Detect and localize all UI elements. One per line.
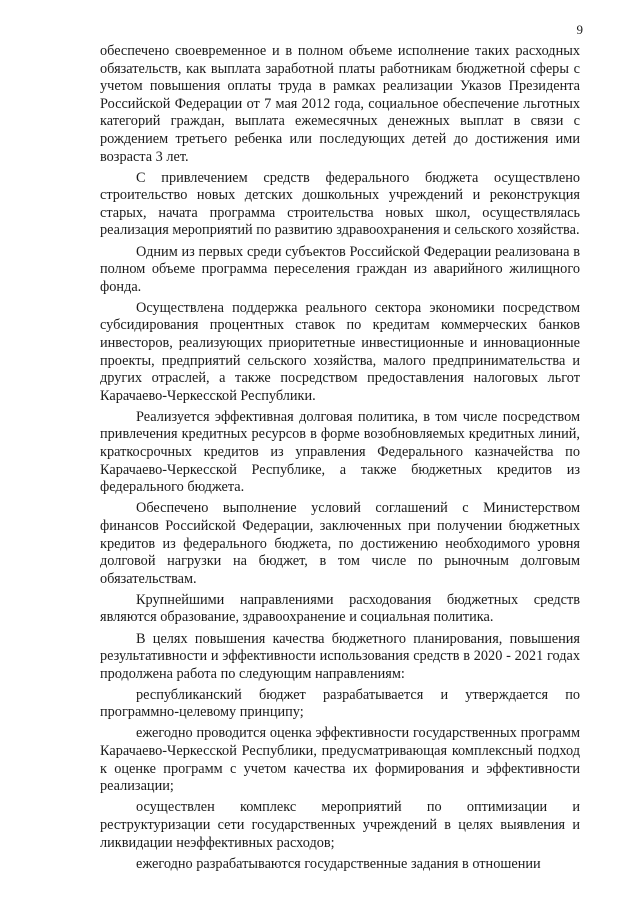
- paragraph-federal-funds-construction: С привлечением средств федерального бюджета осуществлено строительство новых детских дошкольных учреждений и реконструкция старых, начата программа строительства новых школ, осуществлялась реализация мероприятий по развитию здравоохранения и сельского хозяйства.: [100, 169, 580, 239]
- paragraph-spending-obligations: обеспечено своевременное и в полном объеме исполнение таких расходных обязательств, как выплата заработной платы работникам бюджетной сферы с учетом повышения оплаты труда в рамках реализации Указов Президента Российской Федерации от 7 мая 2012 года, социальное обеспечение льготных категорий граждан, выплата ежемесячных денежных выплат в связи с рождением третьего ребенка или последующих детей до достижения ими возраста 3 лет.: [100, 43, 580, 165]
- paragraph-real-sector-support: Осуществлена поддержка реального сектора экономики посредством субсидирования процентных ставок по кредитам коммерческих банков инвесторов, реализующих приоритетные инвестиционные и инновационные проекты, предприятий сельского хозяйства, малого предпринимательства и других отраслей, а также посредством предоставления налоговых льгот Карачаево-Черкесской Республики.: [100, 299, 580, 404]
- list-item-program-evaluation: ежегодно проводится оценка эффективности государственных программ Карачаево-Черкесской Республики, предусматривающая комплексный подход к оценке программ с учетом качества их формирования и эффективности реализации;: [100, 725, 580, 795]
- paragraph-budget-planning-intro: В целях повышения качества бюджетного планирования, повышения результативности и эффективности использования средств в 2020 - 2021 годах продолжена работа по следующим направлениям:: [100, 630, 580, 682]
- list-item-program-budget: республиканский бюджет разрабатывается и утверждается по программно-целевому принципу;: [100, 686, 580, 721]
- list-item-state-assignments: ежегодно разрабатываются государственные задания в отношении: [136, 855, 541, 872]
- list-item-network-optimization: осуществлен комплекс мероприятий по оптимизации и реструктуризации сети государственных учреждений в целях выявления и ликвидации неэффективных расходов;: [100, 799, 580, 851]
- paragraph-ministry-agreements: Обеспечено выполнение условий соглашений с Министерством финансов Российской Федерации, заключенных при получении бюджетных кредитов из федерального бюджета, по достижению необходимого уровня долговой нагрузки на бюджет, в том числе по рыночным долговым обязательствам.: [100, 500, 580, 587]
- paragraph-debt-policy: Реализуется эффективная долговая политика, в том числе посредством привлечения кредитных ресурсов в форме возобновляемых кредитных линий, краткосрочных кредитов из управления Федерального казначейства по Карачаево-Черкесской Республике, а также бюджетных кредитов из федерального бюджета.: [100, 408, 580, 496]
- paragraph-main-spending-areas: Крупнейшими направлениями расходования бюджетных средств являются образование, здравоохранение и социальная политика.: [100, 591, 580, 626]
- page-number: 9: [576, 22, 583, 37]
- paragraph-resettlement-program: Одним из первых среди субъектов Российской Федерации реализована в полном объеме программа переселения граждан из аварийного жилищного фонда.: [100, 243, 580, 295]
- document-body: [100, 43, 580, 877]
